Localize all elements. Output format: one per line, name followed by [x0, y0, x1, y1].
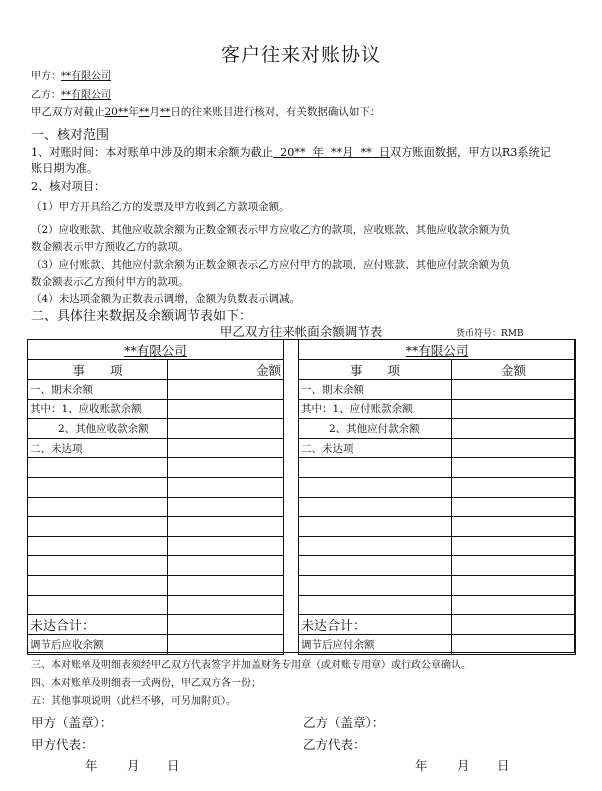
right-row-item [299, 517, 452, 537]
left-row-amount-field[interactable] [168, 595, 284, 615]
party-b-date-month: 月 [457, 758, 470, 773]
right-row-amount-field[interactable] [452, 635, 576, 655]
left-row-amount-field[interactable] [168, 438, 284, 458]
item1-date: 20** 年 **月 ** 日 [273, 146, 390, 159]
intro-year: 20** [104, 106, 129, 118]
left-row-item [28, 595, 168, 615]
table-row [28, 380, 284, 400]
table-row [28, 635, 284, 655]
right-row-amount-field[interactable] [452, 477, 576, 497]
check-item-4: （4）未达项金额为正数表示调增，金额为负数表示调减。 [31, 293, 301, 305]
left-row-amount-field[interactable] [168, 615, 284, 635]
table-row [28, 536, 284, 556]
table-row [28, 575, 284, 595]
table-row [28, 458, 284, 478]
table-row [299, 477, 576, 497]
table-row [28, 419, 284, 439]
party-a-date-month: 月 [127, 758, 140, 773]
table-row [28, 477, 284, 497]
left-row-amount-field[interactable] [168, 380, 284, 400]
left-row-amount-field[interactable] [168, 458, 284, 478]
table-row [299, 438, 576, 458]
party-b-label: 乙方： [31, 90, 61, 101]
check-item-2-line1: （2）应收账款、其他应收款余额为正数金额表示甲方应收乙方的款项，应收账款、其他应收款余额为负 [31, 224, 511, 236]
right-row-item: 二、未达项 [299, 438, 452, 458]
table-row [28, 615, 284, 635]
right-row-amount-field[interactable] [452, 595, 576, 615]
party-b-date-day: 日 [497, 758, 510, 773]
table-row [28, 497, 284, 517]
currency-label: 货币符号：RMB [456, 329, 524, 339]
right-row-item: 其中：1、应付账款余额 [299, 399, 452, 419]
party-a-line [31, 67, 111, 82]
left-col-item: 事 项 [28, 360, 168, 380]
intro-month: ** [138, 106, 150, 118]
right-row-amount-field[interactable] [452, 438, 576, 458]
party-a-date-year: 年 [85, 758, 98, 773]
left-row-amount-field[interactable] [168, 536, 284, 556]
left-row-item [28, 536, 168, 556]
table-row [28, 517, 284, 537]
right-row-amount-field[interactable] [452, 380, 576, 400]
intro-prefix: 甲乙双方对截止 [31, 106, 105, 118]
left-row-amount-field[interactable] [168, 477, 284, 497]
left-company-name: **有限公司 [124, 342, 187, 358]
table-row [299, 575, 576, 595]
intro-suffix: 日的往来账目进行核对，有关数据确认如下： [170, 106, 381, 118]
right-row-amount-field[interactable] [452, 458, 576, 478]
table-row [299, 517, 576, 537]
party-a-label: 甲方： [31, 71, 61, 82]
party-b-seal: 乙方（盖章）： [303, 715, 385, 730]
section1-item2: 2、核对项目： [31, 180, 106, 193]
party-a-date-day: 日 [167, 758, 180, 773]
party-b-name: **有限公司 [61, 90, 111, 101]
left-row-item: 其中：1、应收账款余额 [28, 399, 168, 419]
right-row-amount-field[interactable] [452, 615, 576, 635]
right-row-amount-field[interactable] [452, 556, 576, 576]
table-title: 甲乙双方往来帐面余额调节表 [219, 324, 383, 339]
right-row-amount-field[interactable] [452, 497, 576, 517]
right-row-item: 一、期末余额 [299, 380, 452, 400]
left-row-item [28, 497, 168, 517]
right-row-item [299, 556, 452, 576]
right-col-item: 事 项 [299, 360, 452, 380]
right-rows [299, 380, 576, 655]
right-row-amount-field[interactable] [452, 536, 576, 556]
intro-month-suffix: 月 [149, 106, 160, 118]
left-row-item [28, 517, 168, 537]
check-item-2-line2: 数金额表示甲方预收乙方的款项。 [31, 241, 189, 253]
party-b-rep: 乙方代表： [303, 737, 366, 752]
right-row-item: 调节后应付余额 [299, 635, 452, 655]
right-row-amount-field[interactable] [452, 517, 576, 537]
section1-item1 [31, 144, 551, 160]
left-row-amount-field[interactable] [168, 399, 284, 419]
left-company-header [28, 340, 284, 360]
left-row-item [28, 575, 168, 595]
intro-year-suffix: 年 [128, 106, 139, 118]
right-row-item [299, 536, 452, 556]
table-row [28, 556, 284, 576]
party-b-date-year: 年 [415, 758, 428, 773]
right-row-amount-field[interactable] [452, 575, 576, 595]
intro-line [31, 104, 380, 119]
table-row [299, 458, 576, 478]
table-row [299, 595, 576, 615]
left-row-item [28, 556, 168, 576]
right-row-item [299, 477, 452, 497]
left-row-item: 二、未达项 [28, 438, 168, 458]
left-row-amount-field[interactable] [168, 517, 284, 537]
table-row [299, 615, 576, 635]
section1-item1-line2: 账日期为准。 [31, 162, 99, 175]
table-row [299, 536, 576, 556]
right-row-item: 未达合计： [299, 615, 452, 635]
left-row-amount-field[interactable] [168, 575, 284, 595]
intro-day: ** [159, 106, 171, 118]
table-row [299, 635, 576, 655]
left-col-amount: 金额 [168, 360, 284, 380]
left-row-item [28, 458, 168, 478]
left-rows [28, 380, 284, 655]
left-row-item: 2、其他应收款余额 [28, 419, 168, 439]
left-row-item: 调节后应收余额 [28, 635, 168, 655]
table-row [28, 438, 284, 458]
party-a-seal: 甲方（盖章）： [31, 715, 113, 730]
section4: 四、本对账单及明细表一式两份，甲乙双方各一份； [31, 678, 261, 689]
section5: 五：其他事项说明（此栏不够，可另加附页）。 [31, 696, 236, 707]
right-row-item [299, 575, 452, 595]
table-row [299, 399, 576, 419]
table-row [28, 399, 284, 419]
table-row [299, 556, 576, 576]
section2-heading: 二、具体往来数据及余额调节表如下： [31, 309, 253, 324]
item1-suffix: 双方账面数据，甲方以R3系统记 [390, 146, 551, 159]
table-row [299, 419, 576, 439]
right-company-name: **有限公司 [405, 342, 469, 358]
section3: 三、本对账单及明细表须经甲乙双方代表签字并加盖财务专用章（或对账专用章）或行政公章确认。 [31, 660, 471, 671]
right-row-item [299, 497, 452, 517]
right-row-amount-field[interactable] [452, 399, 576, 419]
check-item-3-line2: 数金额表示乙方预付甲方的款项。 [31, 276, 189, 288]
left-row-amount-field[interactable] [168, 635, 284, 655]
item1-prefix: 1、对账时间：本对账单中涉及的期末余额为截止 [31, 146, 274, 159]
right-row-item [299, 595, 452, 615]
left-row-amount-field[interactable] [168, 556, 284, 576]
left-row-item [28, 477, 168, 497]
left-row-item: 未达合计： [28, 615, 168, 635]
party-a-rep: 甲方代表： [31, 737, 94, 752]
receivable-table [27, 339, 284, 655]
document-title: 客户往来对账协议 [220, 44, 381, 66]
right-row-amount-field[interactable] [452, 419, 576, 439]
payable-table [298, 339, 576, 655]
left-row-amount-field[interactable] [168, 497, 284, 517]
right-col-amount: 金额 [452, 360, 576, 380]
party-a-name: **有限公司 [61, 71, 111, 82]
right-row-item [299, 458, 452, 478]
left-row-amount-field[interactable] [168, 419, 284, 439]
right-row-item: 2、其他应付款余额 [299, 419, 452, 439]
table-row [299, 380, 576, 400]
check-item-1: （1）甲方开具给乙方的发票及甲方收到乙方款项金额。 [31, 201, 290, 213]
table-row [28, 595, 284, 615]
section1-heading: 一、核对范围 [31, 128, 110, 143]
left-row-item: 一、期末余额 [28, 380, 168, 400]
right-company-header [299, 340, 576, 360]
check-item-3-line1: （3）应付账款、其他应付款余额为正数金额表示乙方应付甲方的款项，应付账款、其他应付款余额为负 [31, 259, 511, 271]
table-row [299, 497, 576, 517]
party-b-line [31, 86, 111, 101]
